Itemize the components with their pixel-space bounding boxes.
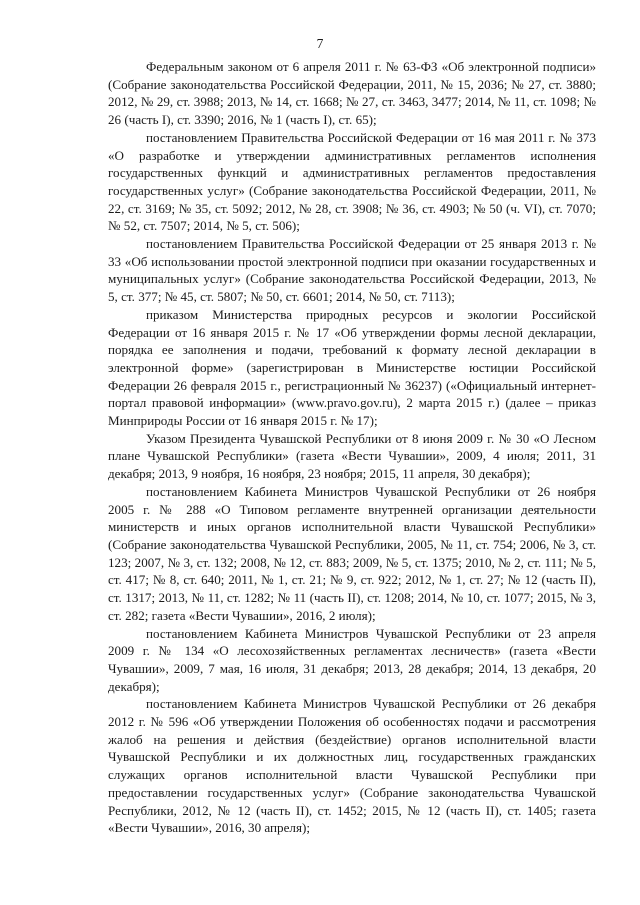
paragraph-federal-law-63fz: Федеральным законом от 6 апреля 2011 г. № 63-ФЗ «Об электронной подписи» (Собрание законодательства Российской Федерации, 2011, № 15, 2036; № 27, ст. 3880; 2012, № 29, ст. 3988; 2013, № 14, ст. 1668; № 27, ст. 3463, 3477; 2014, № 11, ст. 1098; № 26 (часть I), ст. 3390; 2016, № 1 (часть I), ст. 65);	[108, 59, 596, 128]
paragraph-government-resolution-33: постановлением Правительства Российской Федерации от 25 января 2013 г. № 33 «Об использовании простой электронной подписи при оказании государственных и муниципальных услуг» (Собрание законодательства Российской Федерации, 2013, № 5, ст. 377; № 45, ст. 5807; № 50, ст. 6601; 2014, № 50, ст. 7113);	[108, 236, 596, 305]
page-number: 7	[316, 36, 324, 51]
paragraph-cabinet-resolution-596: постановлением Кабинета Министров Чувашской Республики от 26 декабря 2012 г. № 596 «Об утверждении Положения об особенностях подачи и рассмотрения жалоб на решения и действия (бездействие) органов исполнительной власти Чувашской Республики и их должностных лиц, государственных гражданских служащих органов исполнительной власти Чувашской Республики при предоставлении государственных услуг» (Собрание законодательства Чувашской Республики, 2012, № 12 (часть II), ст. 1452; 2015, № 12 (часть II), ст. 1405; газета «Вести Чувашии», 2016, 30 апреля);	[108, 696, 596, 836]
paragraph-government-resolution-373: постановлением Правительства Российской Федерации от 16 мая 2011 г. № 373 «О разработке и утверждении административных регламентов исполнения государственных функций и административных регламентов предоставления государственных услуг» (Собрание законодательства Российской Федерации, 2011, № 22, ст. 3169; № 35, ст. 5092; 2012, № 28, ст. 3908; № 36, ст. 4903; № 50 (ч. VI), ст. 7070; № 52, ст. 7507; 2014, № 5, ст. 506);	[108, 129, 596, 234]
paragraph-cabinet-resolution-288: постановлением Кабинета Министров Чувашской Республики от 26 ноября 2005 г. № 288 «О Типовом регламенте внутренней организации деятельности министерств и иных органов исполнительной власти Чувашской Республики» (Собрание законодательства Чувашской Республики, 2005, № 11, ст. 754; 2006, № 3, ст. 123; 2007, № 3, ст. 132; 2008, № 12, ст. 883; 2009, № 5, ст. 1375; 2010, № 2, ст. 111; № 5, ст. 417; № 8, ст. 640; 2011, № 1, ст. 21; № 9, ст. 922; 2012, № 1, ст. 27; № 12 (часть II), ст. 1317; 2013, № 11, ст. 1282; № 11 (часть II), ст. 1208; 2014, № 10, ст. 1077; 2015, № 3, ст. 282; газета «Вести Чувашии», 2016, 2 июля);	[108, 483, 596, 623]
document-body	[108, 58, 596, 837]
paragraph-president-decree-30: Указом Президента Чувашской Республики от 8 июня 2009 г. № 30 «О Лесном плане Чувашской Республики» (газета «Вести Чувашии», 2009, 4 июля; 2011, 31 декабря; 2013, 9 ноября, 16 ноября, 23 ноября; 2015, 11 апреля, 30 декабря);	[108, 430, 596, 482]
paragraph-cabinet-resolution-134: постановлением Кабинета Министров Чувашской Республики от 23 апреля 2009 г. № 134 «О лесохозяйственных регламентах лесничеств» (газета «Вести Чувашии», 2009, 7 мая, 16 июля, 31 декабря; 2013, 28 декабря; 2014, 13 декабря, 20 декабря);	[108, 625, 596, 694]
paragraph-ministry-order-17: приказом Министерства природных ресурсов и экологии Российской Федерации от 16 января 2015 г. № 17 «Об утверждении формы лесной декларации, порядка ее заполнения и подачи, требований к формату лесной декларации в электронной форме» (зарегистрирован в Министерстве юстиции Российской Федерации 26 февраля 2015 г., регистрационный № 36237) («Официальный интернет-портал правовой информации» (www.pravo.gov.ru), 2 марта 2015 г.) (далее – приказ Минприроды России от 16 января 2015 г. № 17);	[108, 306, 596, 429]
